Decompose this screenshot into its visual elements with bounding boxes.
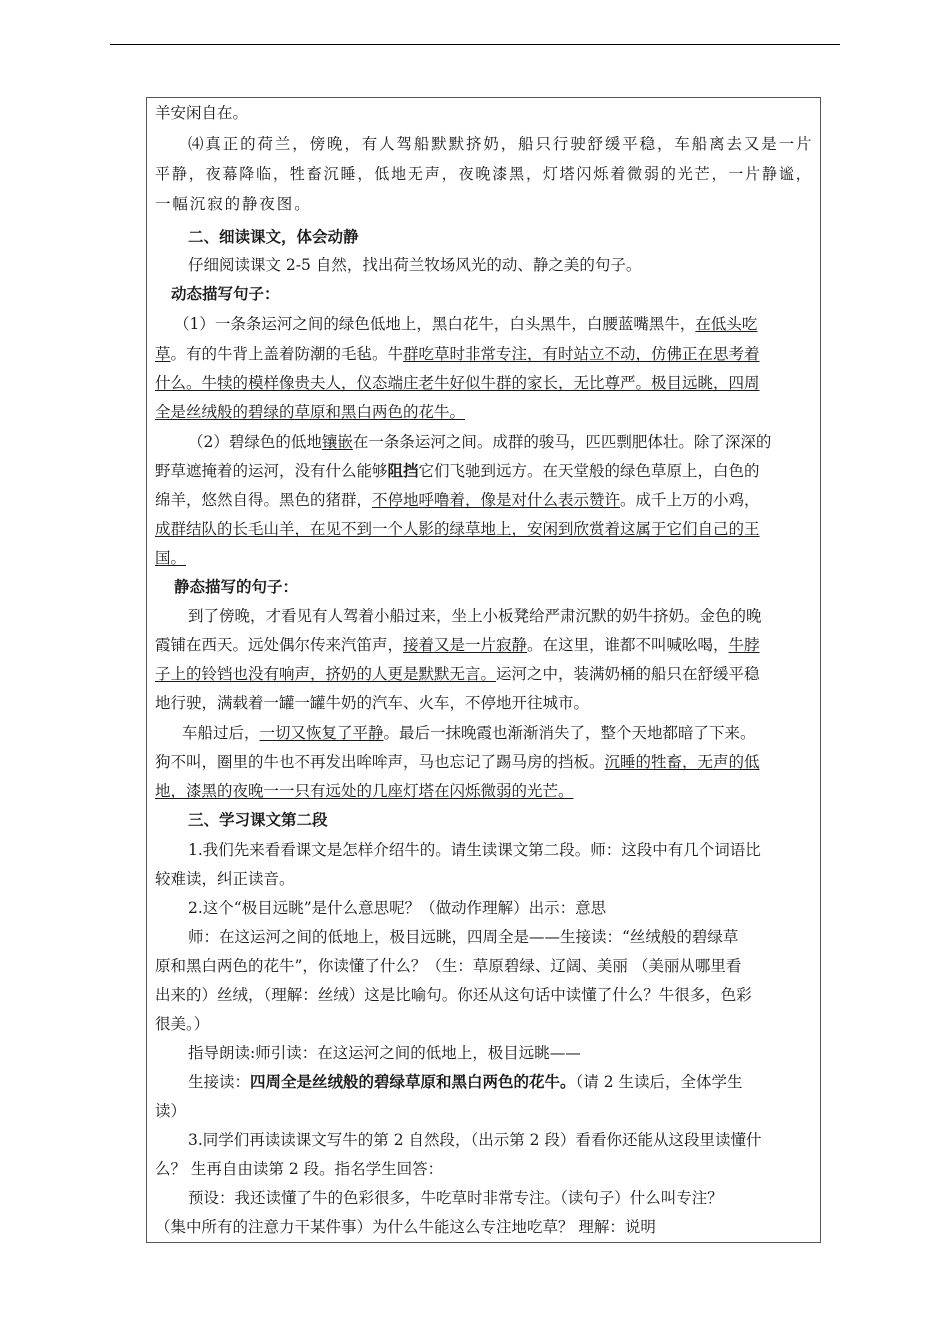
underlined-phrase: 国。 — [155, 549, 187, 567]
text-line: 1.我们先来看看课文是怎样介绍牛的。请生读课文第二段。师：这段中有几个词语比 — [188, 841, 761, 859]
underlined-word: 镶嵌 — [321, 433, 353, 451]
text-line: 指导朗读:师引读：在这运河之间的低地上，极目远眺—— — [188, 1044, 581, 1062]
text-line: 霞铺在西天。远处偶尔传来汽笛声，接着又是一片寂静。在这里，谁都不叫喊吆喝，牛脖 — [155, 636, 760, 654]
text-line: 么？ 生再自由读第 2 段。指名学生回答： — [155, 1160, 444, 1178]
text-line: 很美。） — [155, 1015, 210, 1033]
text-line: 生接读：四周全是丝绒般的碧绿草原和黑白两色的花牛。（请 2 生读后，全体学生 — [188, 1072, 743, 1091]
text-line: 较难读，纠正读音。 — [155, 870, 295, 888]
underlined-phrase: 地，漆黑的夜晚一一只有远处的几座灯塔在闪烁微弱的光芒。 — [155, 782, 574, 800]
underlined-phrase: 牛脖 — [728, 636, 760, 654]
text-line — [155, 373, 760, 393]
text-line — [155, 548, 186, 568]
text-line — [155, 519, 760, 539]
text-line: 原和黑白两色的花牛”，你读懂了什么？（生：草原碧绿、辽阔、美丽 （美丽从哪里看 — [155, 957, 742, 975]
text-line: 一幅沉寂的静夜图。 — [155, 195, 312, 213]
text-line: ⑷真正的荷兰，傍晚，有人驾船默默挤奶，船只行驶舒缓平稳，车船离去又是一片 — [188, 135, 814, 153]
underlined-phrase: 成群结队的长毛山羊，在见不到一个人影的绿草地上，安闲到欣赏着这属于它们自己的王 — [155, 520, 760, 538]
underlined-phrase: 一切又恢复了平静 — [259, 724, 384, 742]
text-line: 仔细阅读课文 2-5 自然，找出荷兰牧场风光的动、静之美的句子。 — [188, 256, 642, 274]
text-line: 草。有的牛背上盖着防潮的毛毡。牛群吃草时非常专注，有时站立不动，仿佛正在思考着 — [155, 345, 760, 363]
text-line — [155, 402, 465, 422]
section-heading: 二、细读课文，体会动静 — [188, 227, 359, 246]
text-line: 2.这个“极目远眺”是什么意思呢？（做动作理解）出示：意思 — [188, 899, 607, 917]
underlined-phrase: 在低头吃 — [695, 315, 758, 333]
text-line: 到了傍晚，才看见有人驾着小船过来，坐上小板凳给严肃沉默的奶牛挤奶。金色的晚 — [188, 607, 762, 625]
text-line: 野草遮掩着的运河，没有什么能够阻挡它们飞驰到远方。在天堂般的绿色草原上，白色的 — [155, 461, 760, 480]
underlined-phrase: 子上的铃铛也没有响声，挤奶的人更是默默无言。 — [155, 665, 497, 683]
text-line: 读） — [155, 1102, 187, 1120]
underlined-phrase: 什么。牛犊的模样像贵夫人，仪态端庄老牛好似牛群的家长，无比尊严。极目远眺，四周 — [155, 374, 760, 392]
underlined-phrase: 草 — [155, 345, 171, 363]
text-line: 狗不叫，圈里的牛也不再发出哞哞声，马也忘记了踢马房的挡板。沉睡的牲畜，无声的低 — [155, 753, 760, 771]
text-line: 预设：我还读懂了牛的色彩很多，牛吃草时非常专注。（读句子）什么叫专注？ — [188, 1189, 723, 1207]
text-line: 地行驶，满载着一罐一罐牛奶的汽车、火车，不停地开往城市。 — [155, 694, 590, 712]
bold-phrase: 四周全是丝绒般的碧绿草原和黑白两色的花牛。 — [250, 1072, 576, 1091]
section-heading: 三、学习课文第二段 — [188, 810, 328, 829]
text-line: （集中所有的注意力干某件事）为什么牛能这么专注地吃草？ 理解：说明 — [155, 1218, 656, 1236]
header-rule — [110, 44, 840, 45]
text-line: 3.同学们再读读课文写牛的第 2 自然段，（出示第 2 段）看看你还能从这段里读懂什 — [188, 1131, 762, 1149]
text-line: 出来的）丝绒，（理解：丝绒）这是比喻句。你还从这句话中读懂了什么？牛很多，色彩 — [155, 986, 752, 1004]
text-line: 子上的铃铛也没有响声，挤奶的人更是默默无言。运河之中，装满奶桶的船只在舒缓平稳 — [155, 665, 760, 683]
underlined-phrase: 接着又是一片寂静 — [403, 636, 528, 654]
text-line: 羊安闲自在。 — [155, 104, 249, 122]
text-line — [155, 781, 574, 801]
text-line: （1）一条条运河之间的绿色低地上，黑白花牛，白头黑牛，白腰蓝嘴黑牛，在低头吃 — [174, 315, 758, 333]
text-line: 车船过后，一切又恢复了平静。最后一抹晚霞也渐渐消失了，整个天地都暗了下来。 — [182, 724, 756, 742]
text-line: 平静，夜幕降临，牲畜沉睡，低地无声，夜晚漆黑，灯塔闪烁着微弱的光芒，一片静谧， — [155, 165, 813, 183]
sub-heading: 静态描写的句子： — [174, 577, 299, 596]
text-line: 绵羊，悠然自得。黑色的猪群，不停地呼噜着，像是对什么表示赞许。成千上万的小鸡， — [155, 491, 760, 509]
bold-word: 阻挡 — [387, 461, 419, 480]
underlined-phrase: 全是丝绒般的碧绿的草原和黑白两色的花牛。 — [155, 403, 466, 421]
underlined-phrase: 沉睡的牲畜，无声的低 — [604, 753, 760, 771]
sub-heading: 动态描写句子： — [171, 284, 280, 303]
text-line: （2）碧绿色的低地镶嵌在一条条运河之间。成群的骏马，匹匹剽肥体壮。除了深深的 — [188, 433, 772, 451]
underlined-phrase: 群吃草时非常专注，有时站立不动，仿佛正在思考着 — [403, 345, 760, 363]
underlined-phrase: 不停地呼噜着，像是对什么表示赞许 — [372, 491, 621, 509]
text-line: 师：在这运河之间的低地上，极目远眺，四周全是——生接读：“丝绒般的碧绿草 — [188, 928, 739, 946]
